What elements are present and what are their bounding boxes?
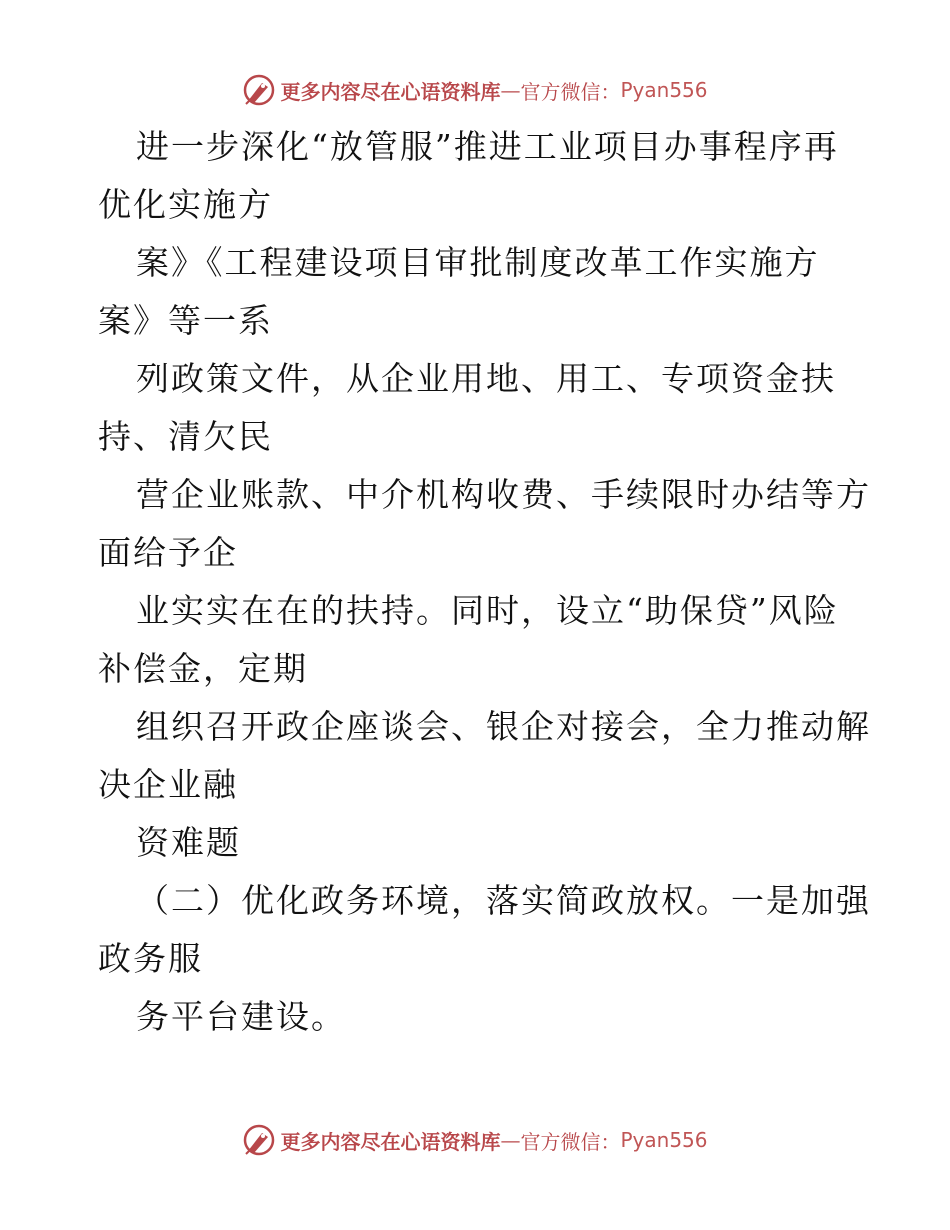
banner-site-text: 更多内容尽在心语资料库	[280, 79, 501, 104]
banner-account: Pyan556	[620, 78, 708, 102]
pen-nib-logo-icon	[242, 73, 276, 107]
paragraph-line: 组织召开政企座谈会、银企对接会，全力推动解	[136, 707, 871, 746]
pen-nib-logo-icon	[242, 1123, 276, 1157]
paragraph-line: （二）优化政务环境，落实简政放权。一是加强	[136, 881, 871, 920]
paragraph-line: 优化实施方	[98, 185, 273, 224]
banner-account: Pyan556	[620, 1128, 708, 1152]
footer-banner	[0, 1120, 950, 1160]
paragraph-line: 进一步深化“放管服”推进工业项目办事程序再	[136, 127, 839, 166]
paragraph-line: 列政策文件，从企业用地、用工、专项资金扶	[136, 359, 836, 398]
banner-official-text: 官方微信：	[520, 79, 621, 104]
document-body	[98, 118, 871, 1046]
banner-dash: —	[500, 78, 521, 102]
paragraph-line: 面给予企	[98, 533, 238, 572]
paragraph-line: 营企业账款、中介机构收费、手续限时办结等方	[136, 475, 871, 514]
paragraph-line: 决企业融	[98, 765, 238, 804]
paragraph-line: 业实实在在的扶持。同时，设立“助保贷”风险	[136, 591, 839, 630]
paragraph-line: 案》《工程建设项目审批制度改革工作实施方	[136, 243, 820, 282]
banner-official-text: 官方微信：	[520, 1129, 621, 1154]
paragraph-line: 资难题	[136, 823, 241, 862]
paragraph-line: 务平台建设。	[136, 997, 346, 1036]
paragraph-line: 政务服	[98, 939, 203, 978]
paragraph-line: 案》等一系	[98, 301, 273, 340]
paragraph-line: 补偿金，定期	[98, 649, 308, 688]
banner-site-text: 更多内容尽在心语资料库	[280, 1129, 501, 1154]
paragraph-line: 持、清欠民	[98, 417, 273, 456]
banner-dash: —	[500, 1128, 521, 1152]
header-banner	[0, 70, 950, 110]
